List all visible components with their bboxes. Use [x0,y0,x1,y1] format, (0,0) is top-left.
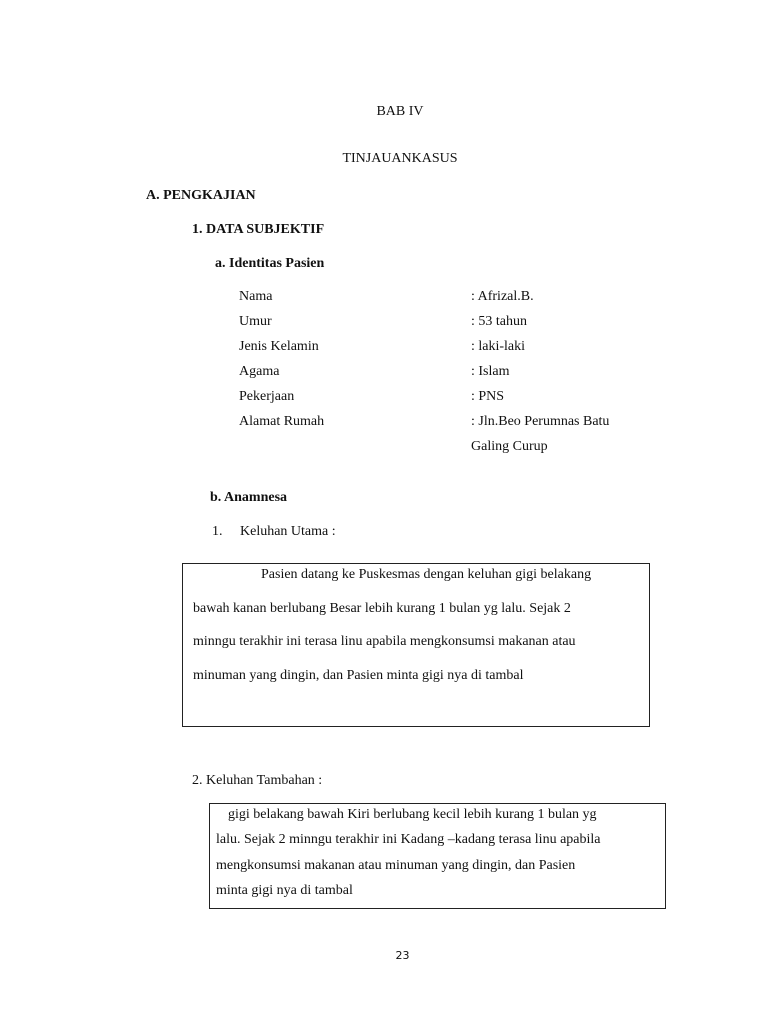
keluhan-utama-heading [212,524,336,540]
keluhan-utama-label: Keluhan Utama : [240,524,336,539]
keluhan-utama-line: minuman yang dingin, dan Pasien minta gigi nya di tambal [193,668,524,683]
keluhan-utama-line: minngu terakhir ini terasa linu apabila mengkonsumsi makanan atau [193,634,576,649]
identity-value-alamat: : Jln.Beo Perumnas Batu [471,414,610,429]
keluhan-tambahan-box [209,803,666,909]
identity-label-jenis-kelamin: Jenis Kelamin [239,339,319,354]
keluhan-tambahan-line: gigi belakang bawah Kiri berlubang kecil lebih kurang 1 bulan yg [228,807,597,822]
chapter-heading: BAB IV [376,104,424,119]
subsection-1-heading: 1. DATA SUBJEKTIF [192,222,325,237]
identity-label-nama: Nama [239,289,273,304]
identity-value-jenis-kelamin: : laki-laki [471,339,526,354]
identity-value-alamat-cont: Galing Curup [471,439,548,454]
identity-value-pekerjaan: : PNS [471,389,505,404]
identity-value-umur: : 53 tahun [471,314,527,329]
keluhan-utama-line: Pasien datang ke Puskesmas dengan keluhan gigi belakang [261,567,592,582]
identity-label-alamat: Alamat Rumah [239,414,325,429]
anamnesa-heading: b. Anamnesa [210,490,288,505]
identitas-pasien-heading: a. Identitas Pasien [215,256,325,271]
keluhan-tambahan-heading: 2. Keluhan Tambahan : [192,773,323,788]
identity-label-pekerjaan: Pekerjaan [239,389,295,404]
identity-value-agama: : Islam [471,364,510,379]
identity-value-nama: : Afrizal.B. [471,289,534,304]
keluhan-utama-box [182,563,650,727]
keluhan-tambahan-line: lalu. Sejak 2 minngu terakhir ini Kadang –kadang terasa linu apabila [216,832,601,847]
identity-label-agama: Agama [239,364,280,379]
page-number: 23 [395,949,410,962]
keluhan-tambahan-line: mengkonsumsi makanan atau minuman yang dingin, dan Pasien [216,858,576,873]
chapter-title: TINJAUANKASUS [342,151,458,166]
keluhan-tambahan-line: minta gigi nya di tambal [216,883,353,898]
section-a-heading: A. PENGKAJIAN [146,188,256,203]
identity-label-umur: Umur [239,314,272,329]
keluhan-utama-number: 1. [212,524,223,539]
keluhan-utama-line: bawah kanan berlubang Besar lebih kurang 1 bulan yg lalu. Sejak 2 [193,601,571,616]
